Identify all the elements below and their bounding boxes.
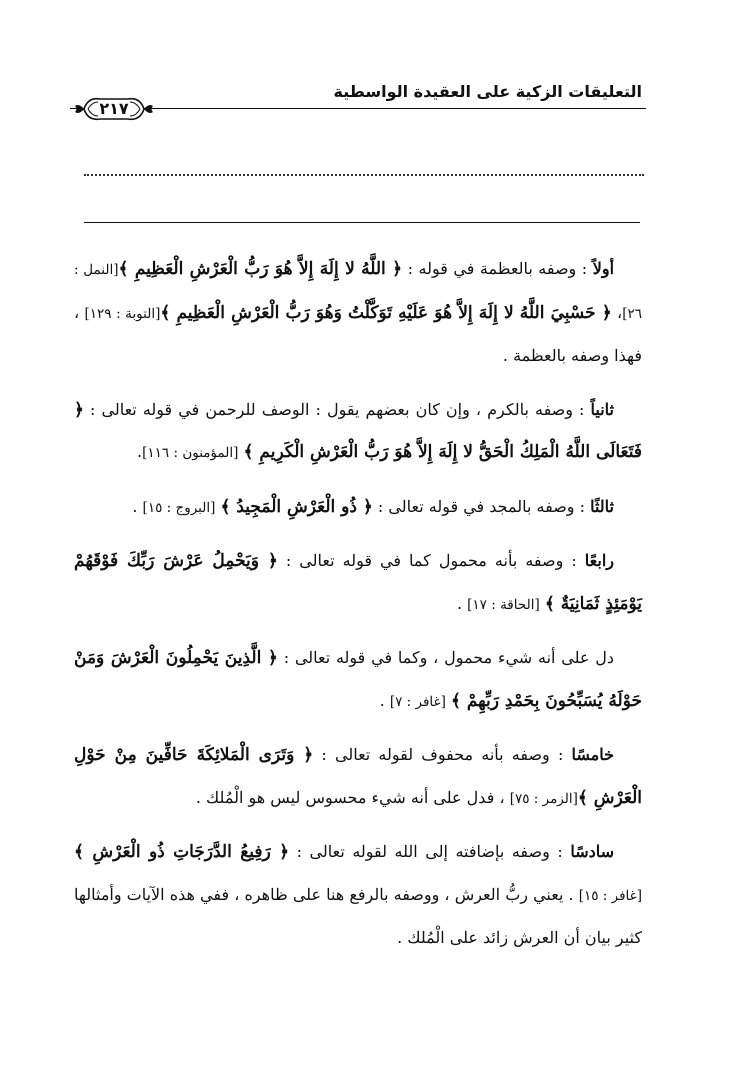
quran-verse: ﴿ رَفِيعُ الدَّرَجَاتِ ذُو الْعَرْشِ ﴾: [74, 842, 290, 862]
paragraph-lead: أولاً: [592, 259, 615, 278]
paragraph-lead: خامسًا: [571, 745, 614, 764]
paragraph-text: ، فهذا وصفه بالعظمة .: [74, 302, 642, 365]
quran-verse: ﴿ ذُو الْعَرْشِ الْمَجِيدُ ﴾: [220, 496, 373, 517]
paragraph-lead: رابعًا: [584, 551, 615, 570]
paragraph-text: .: [137, 442, 143, 461]
quran-verse: ﴿ فَتَعَالَى اللَّهُ الْمَلِكُ الْحَقُّ لا إِلَهَ إِلاَّ هُوَ رَبُّ الْعَرْشِ الْكَرِيمِ ﴾: [74, 399, 642, 462]
page-body: [74, 248, 642, 971]
quran-verse: ﴿ اللَّهُ لا إِلَهَ إِلاَّ هُوَ رَبُّ الْعَرْشِ الْعَظِيمِ ﴾: [118, 259, 403, 279]
paragraph-lead: سادسًا: [570, 842, 614, 861]
paragraph-first: [74, 248, 642, 378]
quran-verse: ﴿ الَّذِينَ يَحْمِلُونَ الْعَرْشَ وَمَنْ حَوْلَهُ يُسَبِّحُونَ بِحَمْدِ رَبِّهِمْ ﴾: [74, 648, 642, 711]
paragraph-text: دل على أنه شيء محمول ، وكما في قوله تعالى :: [277, 648, 614, 667]
paragraph-text: .: [379, 690, 390, 710]
paragraph-text: : وصفه بالمجد في قوله تعالى :: [372, 496, 591, 516]
verse-reference: [غافر : ٧]: [389, 693, 446, 710]
paragraph-second: [74, 389, 642, 475]
paragraph-lead: ثالثًا: [590, 496, 614, 516]
paragraph-text: : وصفه بالكرم ، وإن كان بعضهم يقول : الوصف للرحمن في قوله تعالى :: [83, 399, 591, 419]
paragraph-sixth: [74, 734, 642, 820]
page-header: [70, 82, 646, 142]
page-number-ornament: [74, 94, 154, 124]
paragraph-text: : وصفه بأنه محمول كما في قوله تعالى :: [277, 551, 585, 570]
paragraph-fourth: [74, 540, 642, 626]
quran-verse: ﴿ حَسْبِيَ اللَّهُ لا إِلَهَ إِلاَّ هُوَ عَلَيْهِ تَوَكَّلْتُ وَهُوَ رَبُّ الْعَرْشِ الْعَظِيمِ ﴾: [160, 302, 612, 323]
quran-verse: ﴿ وَتَرَى الْمَلائِكَةَ حَافِّينَ مِنْ حَوْلِ الْعَرْشِ ﴾: [74, 745, 642, 808]
dotted-separator: [84, 174, 644, 176]
section-rule: [84, 222, 640, 223]
verse-reference: [المؤمنون : ١١٦]: [142, 445, 239, 461]
paragraph-third: [74, 486, 642, 530]
paragraph-text: .: [456, 593, 468, 613]
verse-reference: [الحاقة : ١٧]: [467, 596, 540, 613]
verse-reference: [غافر : ١٥]: [578, 887, 642, 904]
paragraph-text: .: [132, 496, 143, 516]
paragraph-text: ،: [611, 302, 623, 322]
verse-reference: [النمل : ٢٦]: [74, 262, 643, 322]
verse-reference: [البروج : ١٥]: [142, 499, 216, 516]
paragraph-text: : وصفه بالعظمة في قوله :: [402, 259, 593, 278]
paragraph-text: : وصفه بأنه محفوف لقوله تعالى :: [313, 745, 572, 764]
paragraph-text: ، فدل على أنه شيء محسوس ليس هو الْمُلك .: [195, 787, 510, 807]
verse-reference: [الزمر : ٧٥]: [509, 790, 578, 807]
running-title: التعليقات الزكية على العقيدة الواسطية: [333, 82, 642, 101]
verse-reference: [التوبة : ١٢٩]: [84, 305, 161, 322]
paragraph-text: . يعني ربُّ العرش ، ووصفه بالرفع هنا على ظاهره ، ففي هذه الآيات وأمثالها كثير بيان أن العرش زائد على الْمُلك .: [74, 884, 642, 947]
paragraph-lead: ثانياً: [590, 399, 614, 419]
quran-verse: ﴿ وَيَحْمِلُ عَرْشَ رَبِّكَ فَوْقَهُمْ يَوْمَئِذٍ ثَمَانِيَةٌ ﴾: [74, 551, 642, 614]
paragraph-fifth: [74, 637, 642, 723]
header-rule: [70, 108, 646, 109]
paragraph-text: : وصفه بإضافته إلى الله لقوله تعالى :: [289, 842, 571, 861]
paragraph-seventh: [74, 831, 642, 960]
page-number: ٢١٧: [99, 99, 129, 118]
